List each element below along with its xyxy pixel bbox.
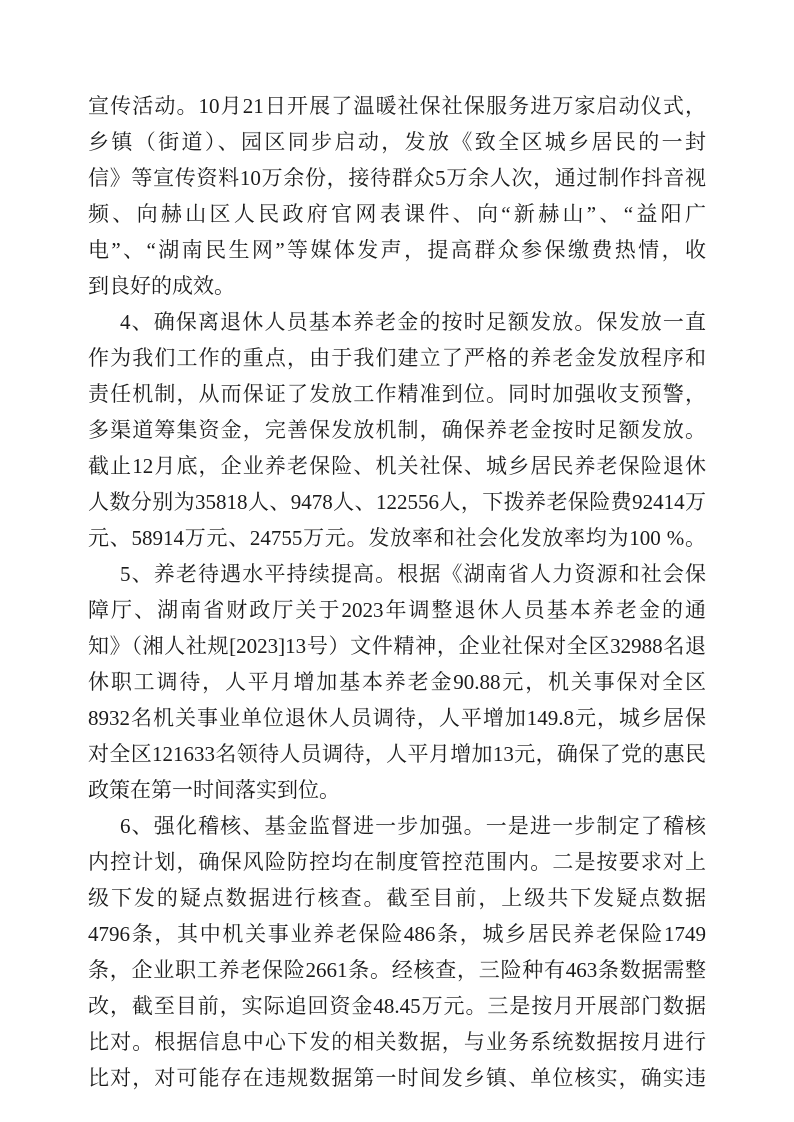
text-line: 改，截至目前，实际追回资金48.45万元。三是按月开展部门数据 [88,994,706,1018]
text-line: 级下发的疑点数据进行核查。截至目前，上级共下发疑点数据 [88,886,706,910]
text-line: 人数分别为35818人、9478人、122556人，下拨养老保险费92414万 [88,490,706,514]
text-line: 障厅、湖南省财政厅关于2023年调整退休人员基本养老金的通 [88,598,706,622]
paragraph-item-4 [88,304,706,556]
text-line: 5、养老待遇水平持续提高。根据《湖南省人力资源和社会保 [120,562,706,586]
text-line: 内控计划，确保风险防控均在制度管控范围内。二是按要求对上 [88,850,706,874]
text-line: 4796条，其中机关事业养老保险486条，城乡居民养老保险1749 [88,922,706,946]
text-line: 对全区121633名领待人员调待，人平月增加13元，确保了党的惠民 [88,742,706,766]
text-line: 频、向赫山区人民政府官网表课件、向“新赫山”、“益阳广 [88,202,706,226]
paragraph-item-6 [88,808,706,1096]
text-line: 8932名机关事业单位退休人员调待，人平增加149.8元，城乡居保 [88,706,706,730]
text-line: 责任机制，从而保证了发放工作精准到位。同时加强收支预警， [88,382,706,406]
text-line: 到良好的成效。 [88,274,235,298]
text-line: 乡镇（街道）、园区同步启动，发放《致全区城乡居民的一封 [88,130,706,154]
text-line: 知》（湘人社规[2023]13号）文件精神，企业社保对全区32988名退 [88,634,706,658]
text-line: 多渠道筹集资金，完善保发放机制，确保养老金按时足额发放。 [88,418,706,442]
text-line: 比对，对可能存在违规数据第一时间发乡镇、单位核实，确实违 [88,1066,706,1090]
document-text-block [88,88,706,1096]
text-line: 休职工调待，人平月增加基本养老金90.88元，机关事保对全区 [88,670,706,694]
paragraph-continuation [88,88,706,304]
text-line: 条，企业职工养老保险2661条。经核查，三险种有463条数据需整 [88,958,706,982]
text-line: 元、58914万元、24755万元。发放率和社会化发放率均为100 %。 [88,526,706,550]
paragraph-item-5 [88,556,706,808]
text-line: 电”、“湖南民生网”等媒体发声，提高群众参保缴费热情，收 [88,238,706,262]
text-line: 政策在第一时间落实到位。 [88,778,340,802]
text-line: 信》等宣传资料10万余份，接待群众5万余人次，通过制作抖音视 [88,166,706,190]
text-line: 截止12月底，企业养老保险、机关社保、城乡居民养老保险退休 [88,454,706,478]
text-line: 4、确保离退休人员基本养老金的按时足额发放。保发放一直 [120,310,706,334]
text-line: 比对。根据信息中心下发的相关数据，与业务系统数据按月进行 [88,1030,706,1054]
text-line: 作为我们工作的重点，由于我们建立了严格的养老金发放程序和 [88,346,706,370]
text-line: 6、强化稽核、基金监督进一步加强。一是进一步制定了稽核 [120,814,706,838]
text-line: 宣传活动。10月21日开展了温暖社保社保服务进万家启动仪式， [88,94,706,118]
